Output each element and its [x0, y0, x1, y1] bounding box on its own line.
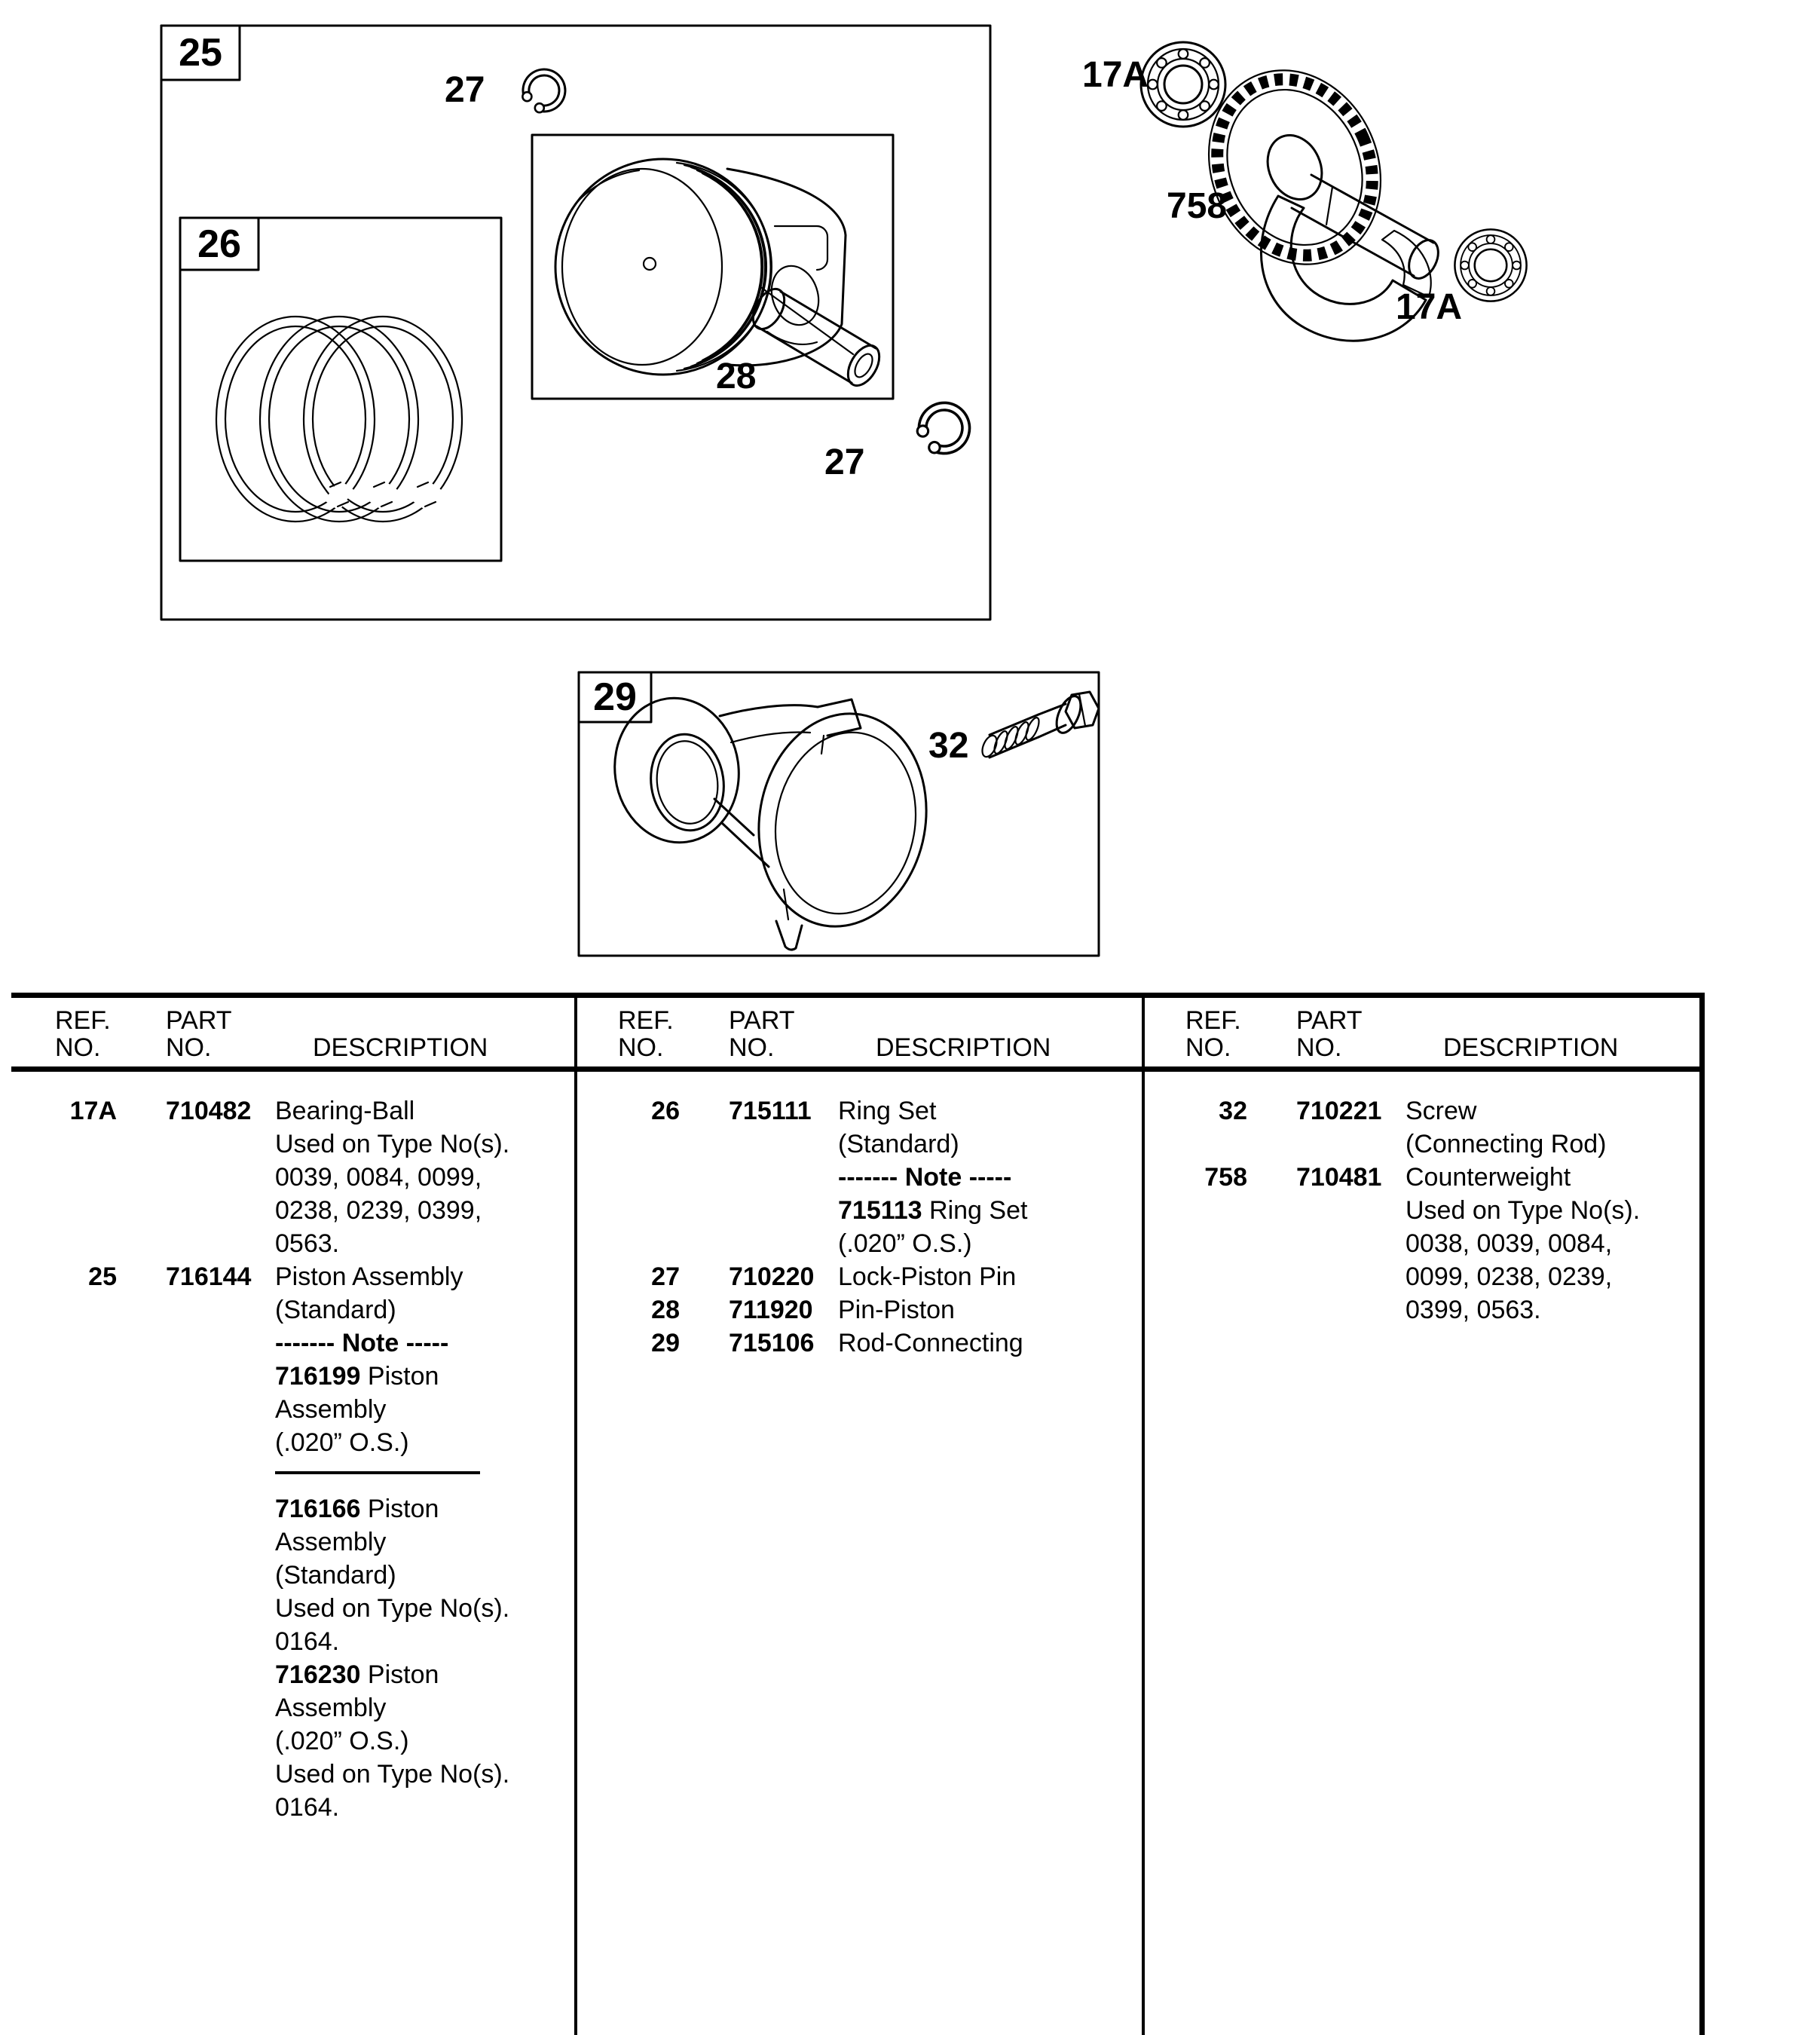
description: Lock-Piston Pin: [838, 1262, 1017, 1291]
ref-no: 17A: [69, 1097, 117, 1125]
part-no: 715111: [729, 1097, 812, 1125]
callout-17a-left: 17A: [1082, 55, 1149, 95]
box-label-29: 29: [593, 675, 637, 719]
piston-rings-art: [216, 317, 462, 522]
table-column-2: [574, 998, 1142, 2035]
part-no: 710221: [1296, 1097, 1382, 1125]
part-no: 716144: [166, 1262, 252, 1291]
piston-box: [532, 135, 893, 399]
description: Pin-Piston: [838, 1296, 955, 1324]
table-right-border: [1699, 993, 1705, 2035]
part-no: 710482: [166, 1097, 252, 1125]
parts-entry: [11, 1094, 574, 1260]
parts-entry: [574, 1094, 1142, 1260]
description-divider-line: [275, 1471, 480, 1474]
callout-27-bottom: 27: [824, 442, 865, 482]
description: Piston Assembly (Standard) ------- Note ----- 716199 Piston Assembly (.020” O.S.) 716166 Piston Assembly (Standard) Used on Type No(s). 0164. 716230 Piston Assembly (.020” O.S.) Used on Type No(s). 0164.: [275, 1262, 510, 1822]
description: Ring Set (Standard) ------- Note ----- 715113 Ring Set (.020” O.S.): [838, 1097, 1028, 1258]
description-header: DESCRIPTION: [876, 1033, 1051, 1062]
description-header: DESCRIPTION: [1443, 1033, 1619, 1062]
ref-no: 26: [651, 1097, 680, 1125]
pin-lock-ring-top-icon: [522, 72, 562, 112]
ref-no-header: REF. NO.: [1185, 1006, 1241, 1062]
ref-no: 29: [651, 1329, 680, 1357]
table-column-3: [1142, 998, 1699, 2035]
box-label-25: 25: [179, 31, 222, 75]
description: Screw (Connecting Rod): [1406, 1097, 1607, 1158]
ref-no-header: REF. NO.: [55, 1006, 111, 1062]
rod-screw-icon: [980, 692, 1099, 759]
parts-entry: [1142, 1161, 1699, 1327]
callout-758: 758: [1167, 186, 1228, 226]
table-column-header: [574, 998, 1142, 1072]
callout-27-top: 27: [445, 70, 485, 110]
callout-32: 32: [928, 726, 969, 766]
parts-entry: [574, 1327, 1142, 1360]
part-no-header: PART NO.: [1296, 1006, 1363, 1062]
pin-lock-ring-bottom-icon: [913, 402, 970, 459]
parts-entry: [11, 1260, 574, 1824]
table-top-rule: [11, 993, 1705, 998]
ref-no: 28: [651, 1296, 680, 1324]
ball-bearing-left-icon: [1141, 42, 1225, 127]
part-no-header: PART NO.: [729, 1006, 795, 1062]
parts-entry: [1142, 1094, 1699, 1161]
part-no-header: PART NO.: [166, 1006, 232, 1062]
description: Counterweight Used on Type No(s). 0038, 0039, 0084, 0099, 0238, 0239, 0399, 0563.: [1406, 1163, 1641, 1324]
ball-bearing-right-icon: [1454, 229, 1526, 301]
table-column-body: [574, 1072, 1142, 1360]
group-box-29-connecting-rod: [579, 672, 1099, 956]
piston-pin-art: [747, 283, 886, 390]
piston-art: [555, 159, 846, 375]
callout-28: 28: [716, 357, 757, 396]
parts-entry: [574, 1260, 1142, 1293]
callout-17a-right: 17A: [1396, 287, 1463, 327]
box-label-26: 26: [197, 222, 241, 266]
part-no: 710481: [1296, 1163, 1382, 1192]
table-column-body: [11, 1072, 574, 1824]
ref-no: 758: [1204, 1163, 1247, 1192]
parts-entry: [574, 1293, 1142, 1327]
table-column-header: [1142, 998, 1699, 1072]
table-column-1: [11, 998, 574, 2035]
table-column-body: [1142, 1072, 1699, 1327]
table-column-header: [11, 998, 574, 1072]
part-no: 711920: [729, 1296, 813, 1324]
ref-no: 25: [88, 1262, 117, 1291]
description: Rod-Connecting: [838, 1329, 1023, 1357]
ref-no: 32: [1219, 1097, 1247, 1125]
description-header: DESCRIPTION: [313, 1033, 488, 1062]
ref-no: 27: [651, 1262, 680, 1291]
ref-no-header: REF. NO.: [618, 1006, 674, 1062]
part-no: 710220: [729, 1262, 815, 1291]
connecting-rod-art: [605, 690, 943, 950]
description: Bearing-Ball Used on Type No(s). 0039, 0084, 0099, 0238, 0239, 0399, 0563.: [275, 1097, 510, 1258]
part-no: 715106: [729, 1329, 815, 1357]
